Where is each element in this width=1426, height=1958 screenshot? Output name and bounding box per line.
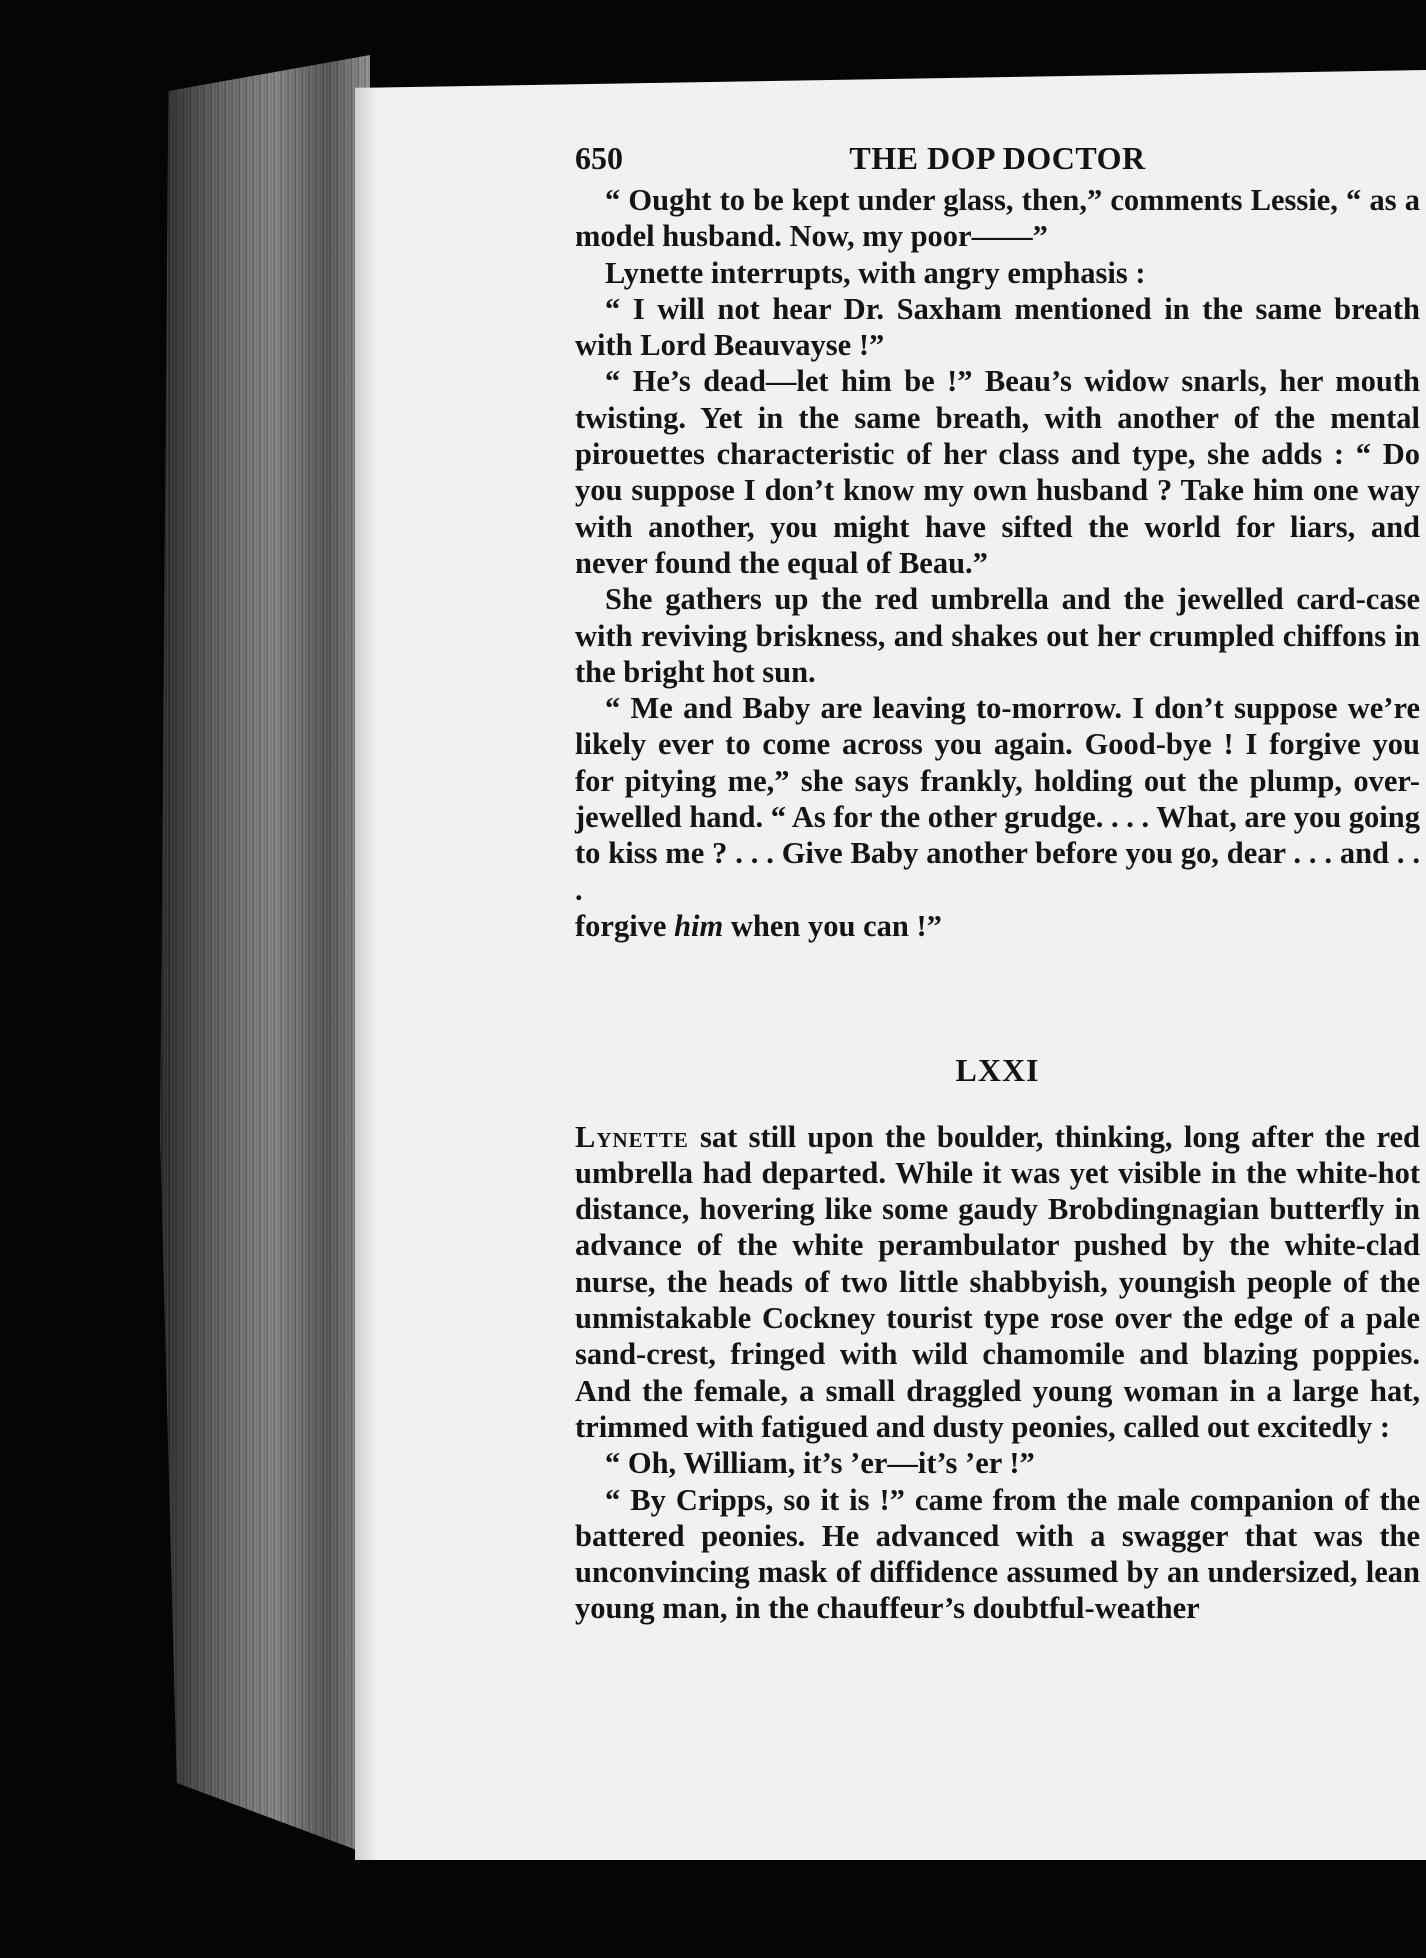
paragraph: Lynette interrupts, with angry emphasis : bbox=[605, 255, 1146, 290]
page-number: 650 bbox=[575, 140, 623, 176]
text-run: when you can !” bbox=[723, 908, 942, 943]
page-text bbox=[575, 140, 1420, 1627]
book-page-edge bbox=[160, 55, 370, 1855]
page-header bbox=[575, 140, 1420, 180]
paragraph: “ He’s dead—let him be !” Beau’s widow snarls, her mouth twisting. Yet in the same breath, with another of the mental pirouettes characteristic of her class and type, she adds : “ Do you suppose I don’t know my own husband ? Take him one way with another, you might have sifted the world for liars, and never found the equal of Beau.” bbox=[575, 364, 1420, 580]
running-head: THE DOP DOCTOR bbox=[849, 140, 1146, 176]
paragraph: “ Ought to be kept under glass, then,” comments Lessie, “ as a model husband. Now, my poor——” bbox=[575, 183, 1420, 254]
paragraph: She gathers up the red umbrella and the jewelled card-case with reviving briskness, and shakes out her crumpled chiffons in the bright hot sun. bbox=[575, 582, 1420, 689]
text-run: forgive bbox=[575, 908, 675, 943]
paragraph: “ Oh, William, it’s ’er—it’s ’er !” bbox=[605, 1446, 1035, 1481]
emphasis-text: him bbox=[674, 908, 724, 943]
chapter-heading: LXXI bbox=[955, 1052, 1040, 1089]
chapter-opening-paragraph bbox=[575, 1119, 1420, 1446]
chapter-opening-word: Lynette bbox=[575, 1119, 689, 1154]
paragraph: “ Me and Baby are leaving to-morrow. I don’t suppose we’re likely ever to come across you again. Good-bye ! I forgive you for pitying me,” she says frankly, holding out the plump, over-jewelled hand. “ As for the other grudge. . . . What, are you going to kiss me ? . . . Give Baby another before you go, dear . . . and . . . bbox=[575, 691, 1420, 907]
paragraph-end bbox=[575, 908, 1420, 944]
paragraph: “ By Cripps, so it is !” came from the male companion of the battered peonies. He advanced with a swagger that was the unconvincing mask of diffidence assumed by an undersized, lean young man, in the chauffeur’s doubtful-weather bbox=[575, 1482, 1420, 1626]
text-run: sat still upon the boulder, thinking, long after the red umbrella had departed. While it was yet visible in the white-hot distance, hovering like some gaudy Brobdingnagian butterfly in advance of the white perambulator pushed by the white-clad nurse, the heads of two little shabbyish, youngish people of the unmistakable Cockney tourist type rose over the edge of a pale sand-crest, fringed with wild chamomile and blazing poppies. And the female, a small draggled young woman in a large hat, trimmed with fatigued and dusty peonies, called out excitedly : bbox=[575, 1119, 1420, 1444]
paragraph: “ I will not hear Dr. Saxham mentioned in the same breath with Lord Beauvayse !” bbox=[575, 291, 1420, 363]
